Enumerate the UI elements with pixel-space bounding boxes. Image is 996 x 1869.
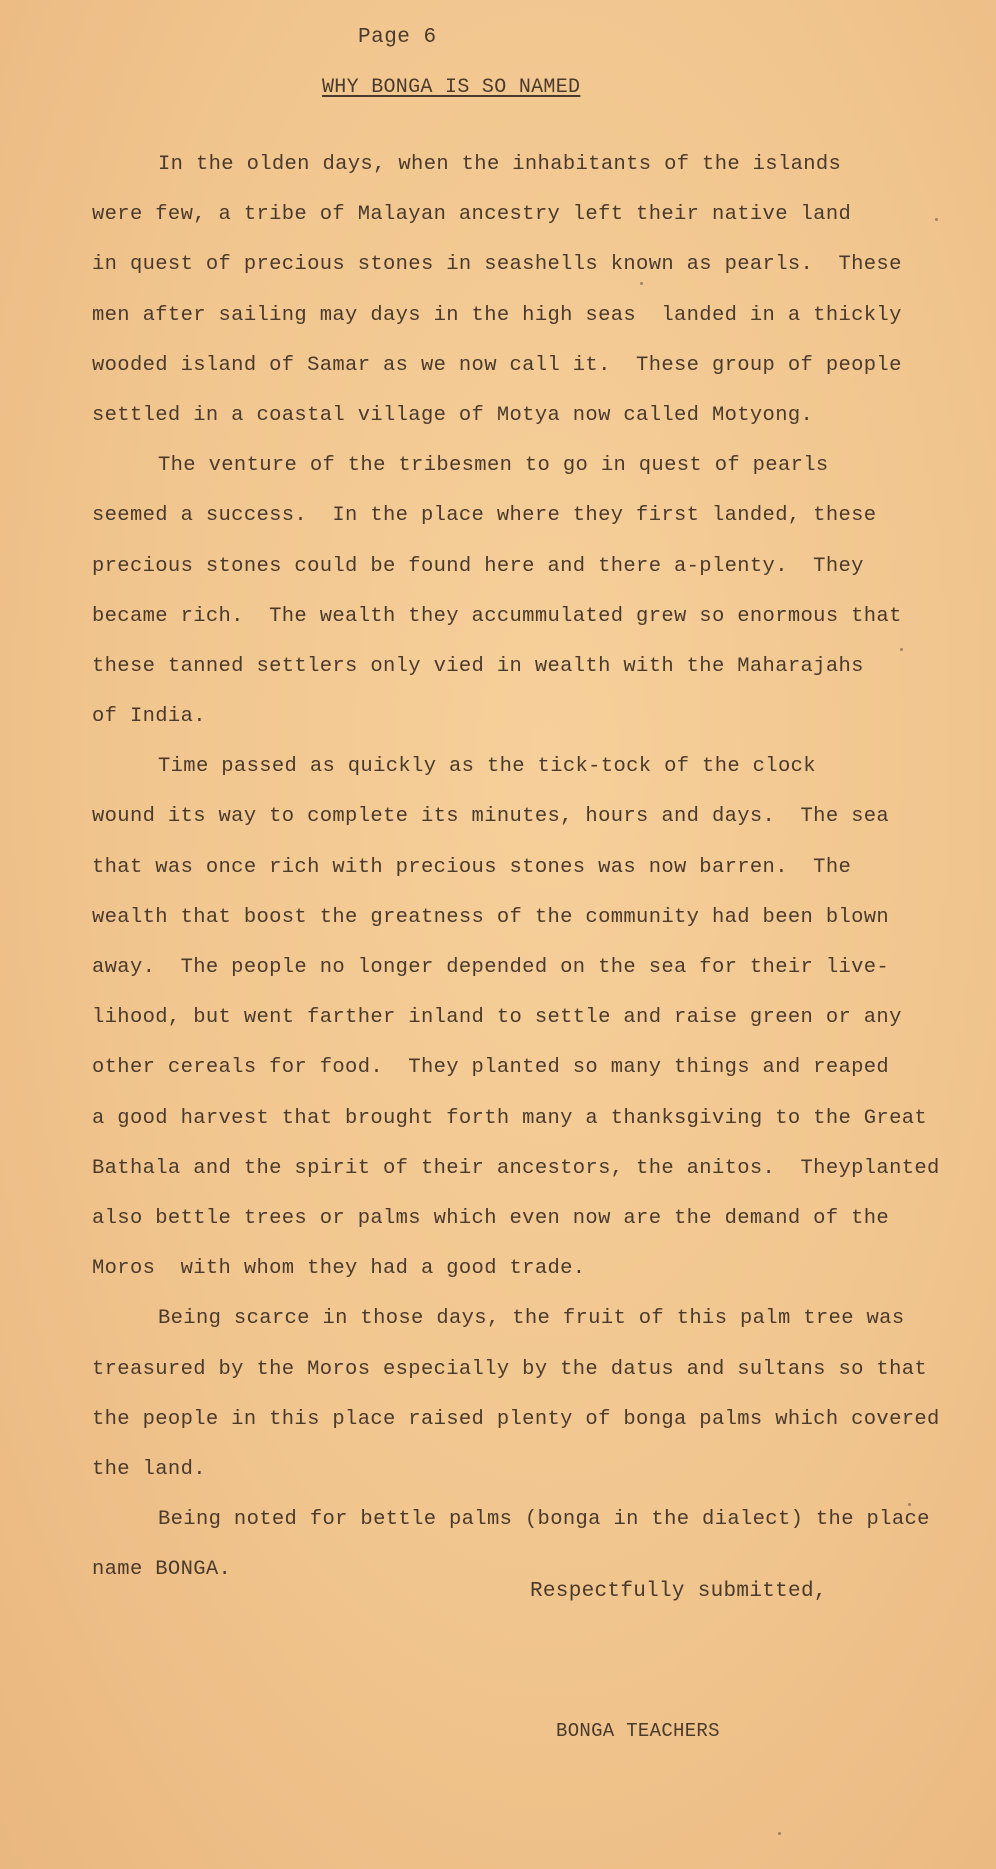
text-line: were few, a tribe of Malayan ancestry left their native land	[92, 203, 852, 227]
paper-speck	[935, 218, 938, 221]
paragraph-2	[92, 441, 952, 742]
closing-line: Respectfully submitted,	[530, 1580, 827, 1603]
text-line: Being scarce in those days, the fruit of this palm tree was	[158, 1307, 905, 1331]
text-line: that was once rich with precious stones was now barren. The	[92, 855, 852, 879]
text-line: these tanned settlers only vied in wealth with the Maharajahs	[92, 654, 864, 678]
text-line: in quest of precious stones in seashells known as pearls. These	[92, 253, 902, 277]
text-line: also bettle trees or palms which even now are the demand of the	[92, 1206, 890, 1230]
text-line: lihood, but went farther inland to settle and raise green or any	[92, 1006, 902, 1030]
paper-speck	[640, 282, 643, 285]
paragraph-4	[92, 1294, 952, 1495]
text-line: Moros with whom they had a good trade.	[92, 1257, 586, 1281]
paper-speck	[908, 1503, 911, 1506]
text-line: precious stones could be found here and there a-plenty. They	[92, 554, 864, 578]
text-line: the people in this place raised plenty of bonga palms which covered	[92, 1407, 940, 1431]
text-line: name BONGA.	[92, 1558, 232, 1582]
paper-speck	[900, 648, 903, 651]
text-line: became rich. The wealth they accummulated grew so enormous that	[92, 604, 902, 628]
text-line: seemed a success. In the place where they first landed, these	[92, 504, 877, 528]
text-line: wound its way to complete its minutes, hours and days. The sea	[92, 805, 890, 829]
document-body	[92, 140, 952, 1595]
text-line: settled in a coastal village of Motya now called Motyong.	[92, 403, 814, 427]
text-line: the land.	[92, 1457, 206, 1481]
text-line: wealth that boost the greatness of the community had been blown	[92, 905, 890, 929]
text-line: of India.	[92, 705, 206, 729]
text-line: away. The people no longer depended on the sea for their live-	[92, 956, 890, 979]
text-line: men after sailing may days in the high seas landed in a thickly	[92, 303, 902, 327]
text-line: wooded island of Samar as we now call it. These group of people	[92, 353, 902, 377]
paragraph-3	[92, 742, 952, 1294]
text-line: Time passed as quickly as the tick-tock of the clock	[158, 755, 816, 779]
text-line: Being noted for bettle palms (bonga in the dialect) the place	[158, 1508, 930, 1532]
text-line: The venture of the tribesmen to go in quest of pearls	[158, 454, 829, 478]
page-number: Page 6	[358, 26, 437, 49]
paper-speck	[778, 1832, 781, 1835]
signature: BONGA TEACHERS	[556, 1720, 720, 1742]
paragraph-1	[92, 140, 952, 441]
text-line: Bathala and the spirit of their ancestors, the anitos. Theyplanted	[92, 1156, 940, 1180]
text-line: a good harvest that brought forth many a thanksgiving to the Great	[92, 1106, 928, 1130]
text-line: other cereals for food. They planted so many things and reaped	[92, 1056, 890, 1080]
text-line: In the olden days, when the inhabitants of the islands	[158, 153, 842, 176]
document-title: WHY BONGA IS SO NAMED	[322, 76, 581, 99]
text-line: treasured by the Moros especially by the datus and sultans so that	[92, 1357, 928, 1381]
